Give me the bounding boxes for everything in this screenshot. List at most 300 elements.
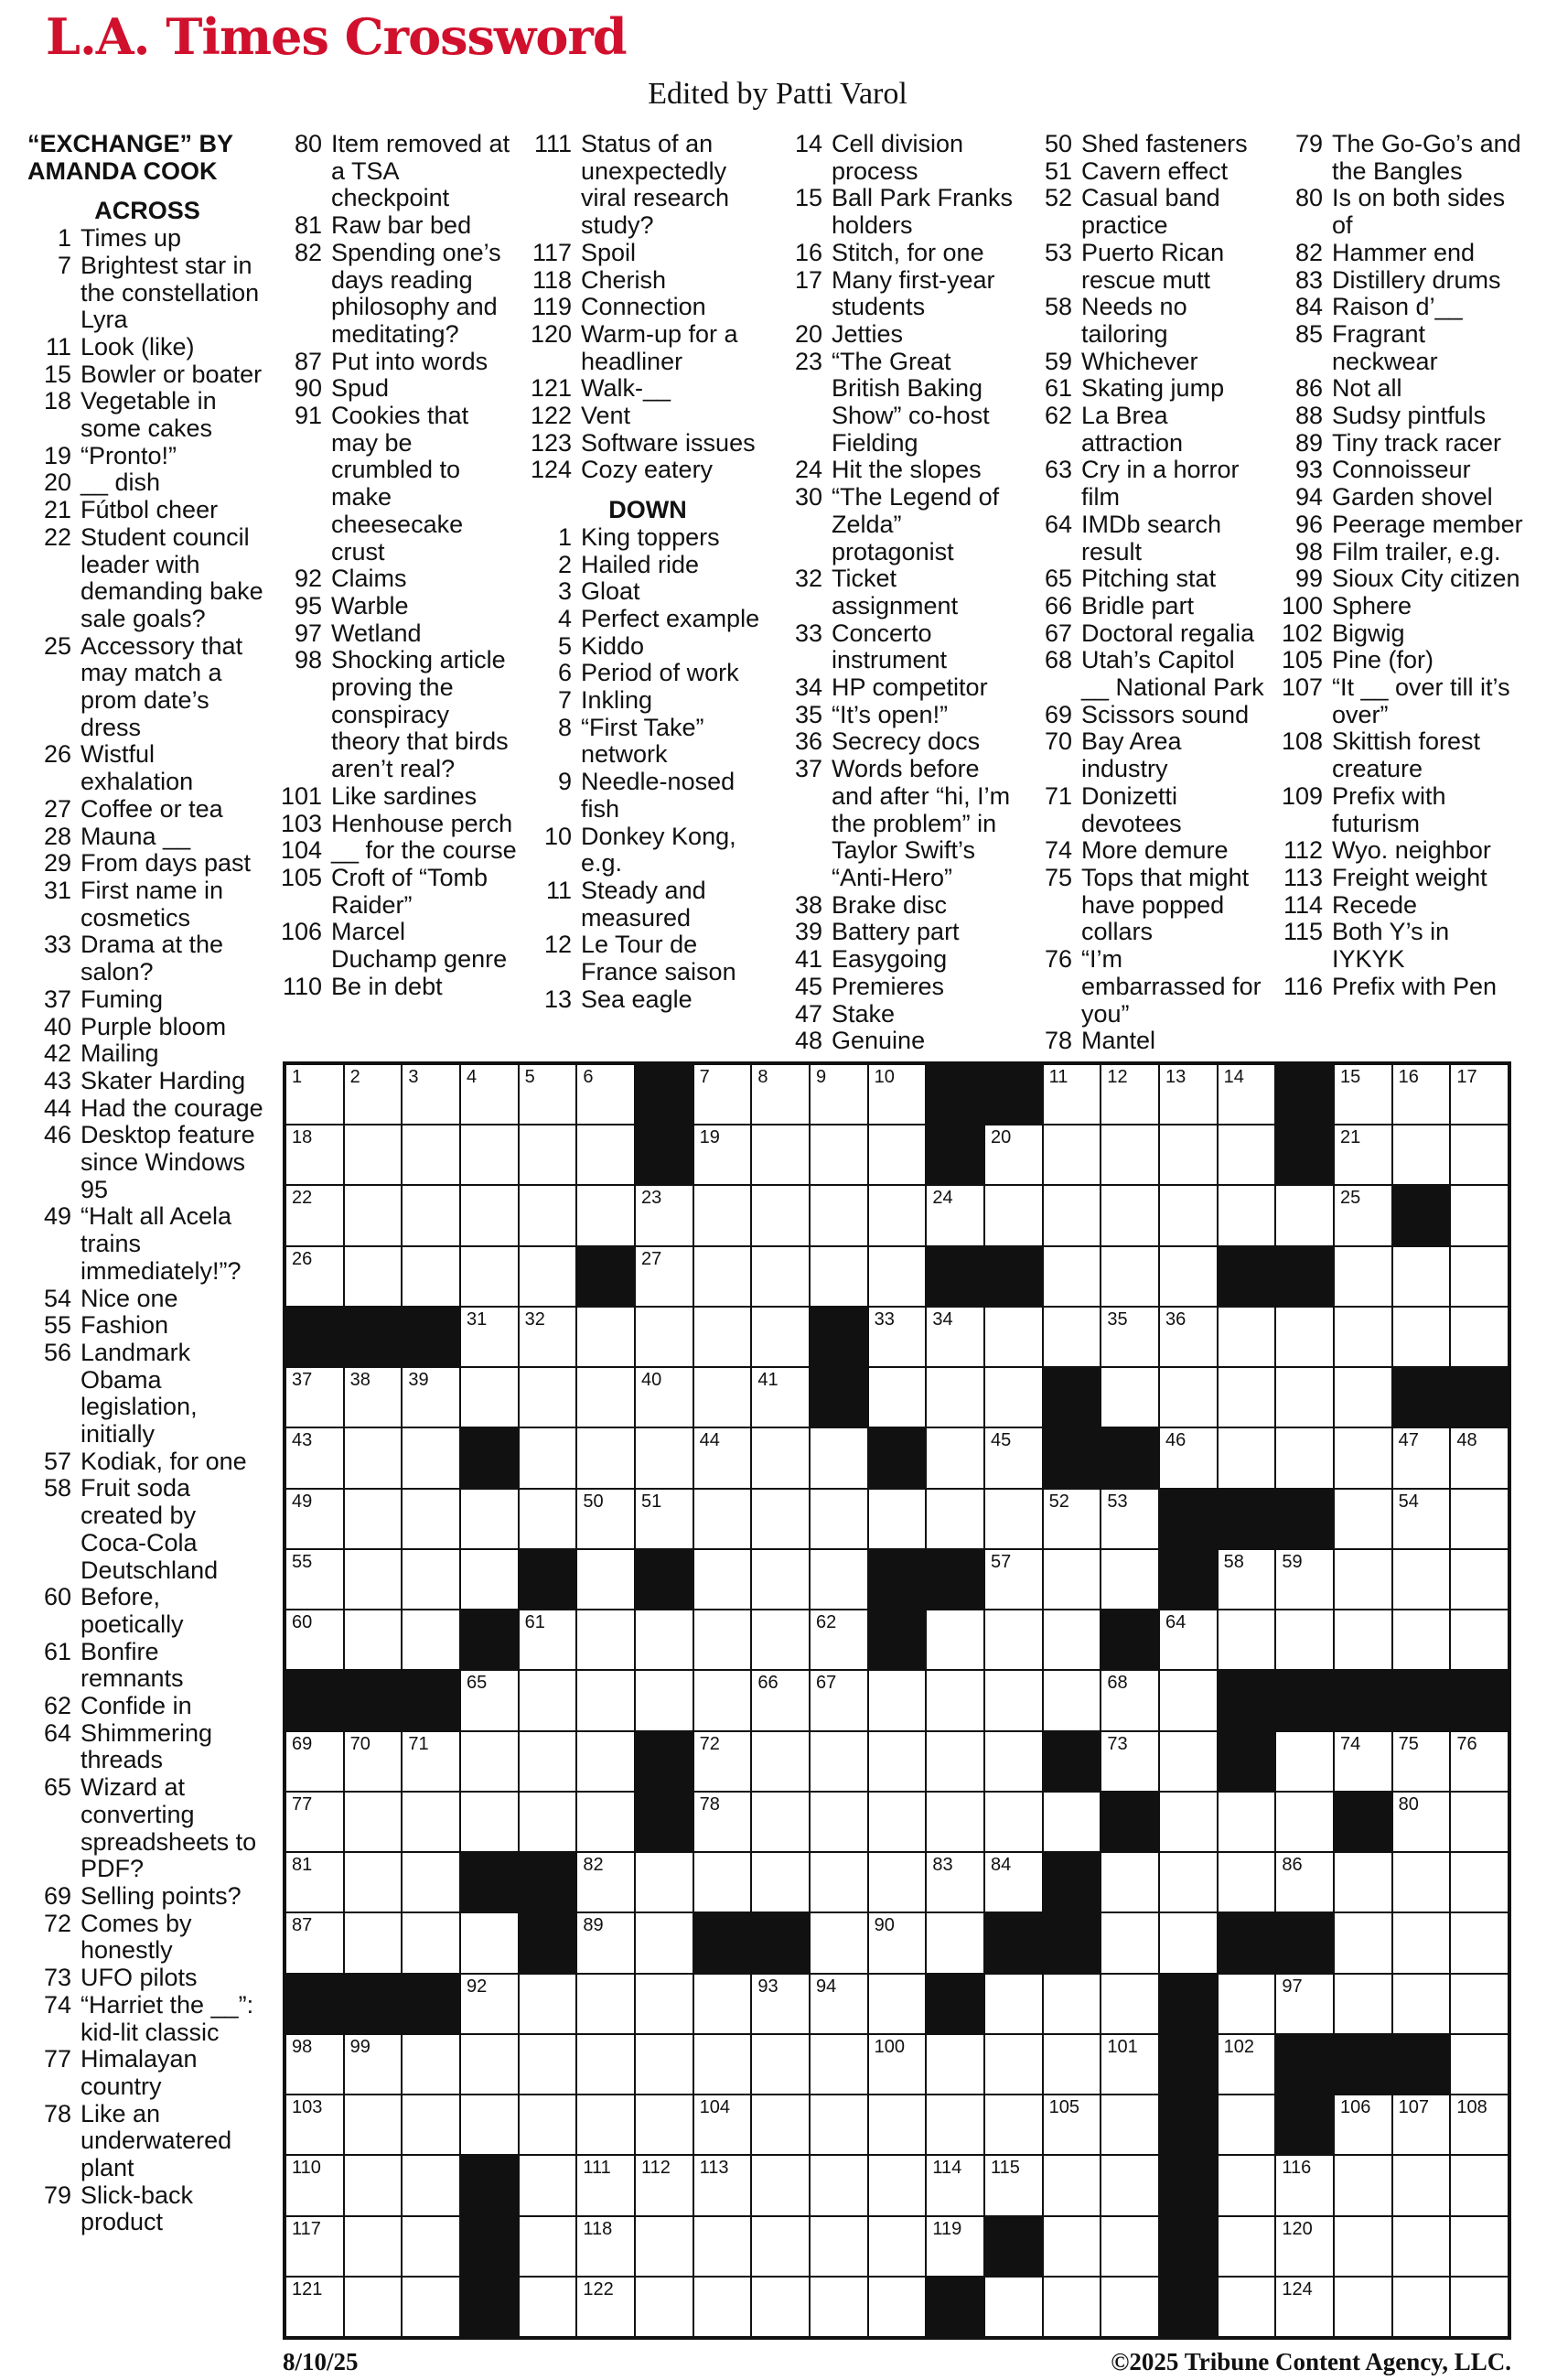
grid-cell[interactable]: [577, 2035, 634, 2094]
grid-cell[interactable]: [985, 1610, 1042, 1669]
grid-cell[interactable]: [1335, 1065, 1391, 1124]
grid-cell[interactable]: [520, 1247, 576, 1306]
grid-cell[interactable]: [1451, 2035, 1508, 2094]
grid-cell[interactable]: [985, 1308, 1042, 1366]
grid-cell[interactable]: [694, 1308, 751, 1366]
grid-cell[interactable]: [927, 1490, 983, 1548]
grid-cell[interactable]: [927, 1913, 983, 1972]
grid-cell[interactable]: [520, 1125, 576, 1184]
grid-cell[interactable]: [1160, 1913, 1217, 1972]
grid-cell[interactable]: [1393, 1853, 1450, 1912]
grid-cell[interactable]: [927, 2095, 983, 2154]
grid-cell[interactable]: [1160, 1793, 1217, 1851]
grid-cell[interactable]: [1451, 1975, 1508, 2033]
grid-cell[interactable]: [869, 1368, 926, 1427]
grid-cell[interactable]: [403, 1125, 459, 1184]
grid-cell[interactable]: [636, 1186, 693, 1244]
grid-cell[interactable]: [1101, 1913, 1158, 1972]
grid-cell[interactable]: [1219, 1065, 1275, 1124]
grid-cell[interactable]: [461, 1913, 518, 1972]
grid-cell[interactable]: [752, 1671, 809, 1729]
grid-cell[interactable]: [869, 2217, 926, 2276]
grid-cell[interactable]: [577, 1368, 634, 1427]
grid-cell[interactable]: [811, 1793, 867, 1851]
grid-cell[interactable]: [461, 1793, 518, 1851]
grid-cell[interactable]: [1101, 1853, 1158, 1912]
grid-cell[interactable]: [1101, 2156, 1158, 2214]
grid-cell[interactable]: [1219, 1610, 1275, 1669]
grid-cell[interactable]: [1335, 1490, 1391, 1548]
grid-cell[interactable]: [1219, 1853, 1275, 1912]
grid-cell[interactable]: [345, 1490, 402, 1548]
grid-cell[interactable]: [403, 2278, 459, 2336]
grid-cell[interactable]: [811, 2156, 867, 2214]
grid-cell[interactable]: [1335, 1428, 1391, 1487]
grid-cell[interactable]: [1335, 1247, 1391, 1306]
grid-cell[interactable]: [694, 1065, 751, 1124]
grid-cell[interactable]: [1101, 1247, 1158, 1306]
grid-cell[interactable]: [1393, 2156, 1450, 2214]
grid-cell[interactable]: [752, 1186, 809, 1244]
grid-cell[interactable]: [752, 2156, 809, 2214]
grid-cell[interactable]: [1219, 2278, 1275, 2336]
grid-cell[interactable]: [577, 2217, 634, 2276]
grid-cell[interactable]: [752, 2217, 809, 2276]
grid-cell[interactable]: [1335, 1308, 1391, 1366]
grid-cell[interactable]: [1044, 1065, 1101, 1124]
grid-cell[interactable]: [869, 1793, 926, 1851]
grid-cell[interactable]: [286, 1490, 343, 1548]
grid-cell[interactable]: [1101, 1732, 1158, 1791]
grid-cell[interactable]: [1393, 1550, 1450, 1609]
grid-cell[interactable]: [1393, 2095, 1450, 2154]
grid-cell[interactable]: [811, 2217, 867, 2276]
grid-cell[interactable]: [1393, 2278, 1450, 2336]
grid-cell[interactable]: [1451, 2156, 1508, 2214]
grid-cell[interactable]: [1276, 1308, 1333, 1366]
grid-cell[interactable]: [1335, 1125, 1391, 1184]
grid-cell[interactable]: [577, 1732, 634, 1791]
grid-cell[interactable]: [1044, 2156, 1101, 2214]
grid-cell[interactable]: [345, 1368, 402, 1427]
grid-cell[interactable]: [1160, 1732, 1217, 1791]
grid-cell[interactable]: [1335, 1975, 1391, 2033]
grid-cell[interactable]: [345, 1853, 402, 1912]
grid-cell[interactable]: [520, 1732, 576, 1791]
grid-cell[interactable]: [1101, 1671, 1158, 1729]
grid-cell[interactable]: [461, 2095, 518, 2154]
grid-cell[interactable]: [286, 1065, 343, 1124]
grid-cell[interactable]: [577, 1428, 634, 1487]
grid-cell[interactable]: [403, 1368, 459, 1427]
grid-cell[interactable]: [869, 2095, 926, 2154]
grid-cell[interactable]: [577, 1913, 634, 1972]
grid-cell[interactable]: [286, 2278, 343, 2336]
grid-cell[interactable]: [694, 1975, 751, 2033]
grid-cell[interactable]: [1101, 1550, 1158, 1609]
grid-cell[interactable]: [869, 2278, 926, 2336]
grid-cell[interactable]: [1335, 1610, 1391, 1669]
grid-cell[interactable]: [403, 1853, 459, 1912]
grid-cell[interactable]: [869, 1186, 926, 1244]
grid-cell[interactable]: [811, 1671, 867, 1729]
grid-cell[interactable]: [577, 1065, 634, 1124]
grid-cell[interactable]: [345, 1428, 402, 1487]
grid-cell[interactable]: [1276, 1610, 1333, 1669]
grid-cell[interactable]: [636, 1671, 693, 1729]
grid-cell[interactable]: [1276, 1368, 1333, 1427]
grid-cell[interactable]: [1335, 1186, 1391, 1244]
grid-cell[interactable]: [403, 1550, 459, 1609]
grid-cell[interactable]: [1451, 1732, 1508, 1791]
grid-cell[interactable]: [811, 2035, 867, 2094]
grid-cell[interactable]: [1393, 1975, 1450, 2033]
grid-cell[interactable]: [403, 2217, 459, 2276]
grid-cell[interactable]: [869, 1853, 926, 1912]
grid-cell[interactable]: [1451, 1913, 1508, 1972]
grid-cell[interactable]: [1219, 1186, 1275, 1244]
grid-cell[interactable]: [345, 1186, 402, 1244]
grid-cell[interactable]: [1101, 1490, 1158, 1548]
grid-cell[interactable]: [1219, 1793, 1275, 1851]
grid-cell[interactable]: [636, 1247, 693, 1306]
grid-cell[interactable]: [286, 1853, 343, 1912]
grid-cell[interactable]: [520, 1793, 576, 1851]
grid-cell[interactable]: [1451, 1793, 1508, 1851]
grid-cell[interactable]: [1101, 2217, 1158, 2276]
grid-cell[interactable]: [1451, 1610, 1508, 1669]
grid-cell[interactable]: [869, 2156, 926, 2214]
grid-cell[interactable]: [345, 1913, 402, 1972]
grid-cell[interactable]: [461, 1732, 518, 1791]
grid-cell[interactable]: [1335, 2095, 1391, 2154]
grid-cell[interactable]: [869, 2035, 926, 2094]
grid-cell[interactable]: [927, 1610, 983, 1669]
grid-cell[interactable]: [403, 1913, 459, 1972]
grid-cell[interactable]: [1101, 1186, 1158, 1244]
grid-cell[interactable]: [1101, 2035, 1158, 2094]
grid-cell[interactable]: [403, 1793, 459, 1851]
grid-cell[interactable]: [927, 2035, 983, 2094]
grid-cell[interactable]: [811, 1125, 867, 1184]
grid-cell[interactable]: [694, 1428, 751, 1487]
grid-cell[interactable]: [869, 1975, 926, 2033]
grid-cell[interactable]: [1044, 1671, 1101, 1729]
grid-cell[interactable]: [1044, 1550, 1101, 1609]
grid-cell[interactable]: [694, 2217, 751, 2276]
grid-cell[interactable]: [577, 1550, 634, 1609]
grid-cell[interactable]: [1044, 1610, 1101, 1669]
grid-cell[interactable]: [1160, 1428, 1217, 1487]
grid-cell[interactable]: [1219, 1368, 1275, 1427]
grid-cell[interactable]: [1393, 1428, 1450, 1487]
grid-cell[interactable]: [1219, 1428, 1275, 1487]
grid-cell[interactable]: [520, 1975, 576, 2033]
grid-cell[interactable]: [636, 1490, 693, 1548]
grid-cell[interactable]: [1219, 2217, 1275, 2276]
grid-cell[interactable]: [1451, 1186, 1508, 1244]
grid-cell[interactable]: [1276, 1793, 1333, 1851]
grid-cell[interactable]: [286, 2095, 343, 2154]
grid-cell[interactable]: [752, 1550, 809, 1609]
grid-cell[interactable]: [1160, 1065, 1217, 1124]
grid-cell[interactable]: [461, 1550, 518, 1609]
grid-cell[interactable]: [1160, 1610, 1217, 1669]
grid-cell[interactable]: [1219, 1308, 1275, 1366]
grid-cell[interactable]: [577, 2095, 634, 2154]
grid-cell[interactable]: [811, 1186, 867, 1244]
grid-cell[interactable]: [869, 1671, 926, 1729]
grid-cell[interactable]: [1276, 2217, 1333, 2276]
grid-cell[interactable]: [403, 1428, 459, 1487]
grid-cell[interactable]: [869, 1247, 926, 1306]
grid-cell[interactable]: [345, 2035, 402, 2094]
grid-cell[interactable]: [1044, 1975, 1101, 2033]
grid-cell[interactable]: [1276, 2278, 1333, 2336]
grid-cell[interactable]: [1276, 1186, 1333, 1244]
grid-cell[interactable]: [1393, 1308, 1450, 1366]
grid-cell[interactable]: [577, 1186, 634, 1244]
grid-cell[interactable]: [1044, 1186, 1101, 1244]
grid-cell[interactable]: [403, 2095, 459, 2154]
grid-cell[interactable]: [1451, 2217, 1508, 2276]
grid-cell[interactable]: [1160, 1368, 1217, 1427]
grid-cell[interactable]: [461, 1125, 518, 1184]
grid-cell[interactable]: [577, 1308, 634, 1366]
grid-cell[interactable]: [520, 2095, 576, 2154]
grid-cell[interactable]: [1219, 1550, 1275, 1609]
grid-cell[interactable]: [577, 1793, 634, 1851]
grid-cell[interactable]: [985, 1368, 1042, 1427]
grid-cell[interactable]: [1101, 1308, 1158, 1366]
grid-cell[interactable]: [636, 2217, 693, 2276]
grid-cell[interactable]: [1335, 2156, 1391, 2214]
grid-cell[interactable]: [869, 1732, 926, 1791]
grid-cell[interactable]: [520, 2035, 576, 2094]
grid-cell[interactable]: [752, 1125, 809, 1184]
grid-cell[interactable]: [752, 1975, 809, 2033]
grid-cell[interactable]: [927, 2156, 983, 2214]
grid-cell[interactable]: [985, 1975, 1042, 2033]
grid-cell[interactable]: [811, 1975, 867, 2033]
grid-cell[interactable]: [811, 1550, 867, 1609]
grid-cell[interactable]: [752, 1065, 809, 1124]
grid-cell[interactable]: [985, 1550, 1042, 1609]
grid-cell[interactable]: [286, 2217, 343, 2276]
grid-cell[interactable]: [1219, 2156, 1275, 2214]
grid-cell[interactable]: [345, 1125, 402, 1184]
grid-cell[interactable]: [694, 1732, 751, 1791]
grid-cell[interactable]: [345, 2278, 402, 2336]
grid-cell[interactable]: [636, 1610, 693, 1669]
grid-cell[interactable]: [1451, 1428, 1508, 1487]
grid-cell[interactable]: [636, 1975, 693, 2033]
grid-cell[interactable]: [927, 1186, 983, 1244]
grid-cell[interactable]: [694, 1368, 751, 1427]
grid-cell[interactable]: [811, 1247, 867, 1306]
grid-cell[interactable]: [985, 1186, 1042, 1244]
grid-cell[interactable]: [694, 2095, 751, 2154]
grid-cell[interactable]: [694, 1550, 751, 1609]
grid-cell[interactable]: [752, 1428, 809, 1487]
grid-cell[interactable]: [636, 1853, 693, 1912]
grid-cell[interactable]: [345, 2217, 402, 2276]
grid-cell[interactable]: [811, 1065, 867, 1124]
grid-cell[interactable]: [985, 2095, 1042, 2154]
grid-cell[interactable]: [577, 2156, 634, 2214]
grid-cell[interactable]: [752, 1732, 809, 1791]
grid-cell[interactable]: [752, 1490, 809, 1548]
grid-cell[interactable]: [1044, 2095, 1101, 2154]
grid-cell[interactable]: [520, 1610, 576, 1669]
grid-cell[interactable]: [1101, 1975, 1158, 2033]
grid-cell[interactable]: [927, 1671, 983, 1729]
grid-cell[interactable]: [577, 1125, 634, 1184]
grid-cell[interactable]: [345, 2156, 402, 2214]
grid-cell[interactable]: [1101, 2095, 1158, 2154]
grid-cell[interactable]: [286, 2156, 343, 2214]
grid-cell[interactable]: [1335, 1853, 1391, 1912]
grid-cell[interactable]: [520, 1308, 576, 1366]
grid-cell[interactable]: [752, 2278, 809, 2336]
grid-cell[interactable]: [1160, 1247, 1217, 1306]
grid-cell[interactable]: [286, 1610, 343, 1669]
grid-cell[interactable]: [286, 2035, 343, 2094]
grid-cell[interactable]: [869, 1125, 926, 1184]
grid-cell[interactable]: [286, 1186, 343, 1244]
grid-cell[interactable]: [286, 1125, 343, 1184]
grid-cell[interactable]: [869, 1490, 926, 1548]
grid-cell[interactable]: [636, 1913, 693, 1972]
grid-cell[interactable]: [811, 1610, 867, 1669]
grid-cell[interactable]: [985, 1793, 1042, 1851]
grid-cell[interactable]: [752, 2095, 809, 2154]
grid-cell[interactable]: [520, 1490, 576, 1548]
grid-cell[interactable]: [461, 1065, 518, 1124]
grid-cell[interactable]: [1044, 1247, 1101, 1306]
grid-cell[interactable]: [520, 1186, 576, 1244]
grid-cell[interactable]: [461, 1671, 518, 1729]
grid-cell[interactable]: [577, 1975, 634, 2033]
grid-cell[interactable]: [1160, 1125, 1217, 1184]
grid-cell[interactable]: [286, 1368, 343, 1427]
grid-cell[interactable]: [1393, 2217, 1450, 2276]
grid-cell[interactable]: [1335, 1913, 1391, 1972]
grid-cell[interactable]: [1219, 2095, 1275, 2154]
grid-cell[interactable]: [869, 1913, 926, 1972]
grid-cell[interactable]: [403, 2035, 459, 2094]
grid-cell[interactable]: [577, 1853, 634, 1912]
grid-cell[interactable]: [927, 1428, 983, 1487]
grid-cell[interactable]: [520, 2156, 576, 2214]
grid-cell[interactable]: [577, 1610, 634, 1669]
grid-cell[interactable]: [1160, 1308, 1217, 1366]
grid-cell[interactable]: [345, 2095, 402, 2154]
grid-cell[interactable]: [927, 2217, 983, 2276]
grid-cell[interactable]: [403, 1490, 459, 1548]
grid-cell[interactable]: [811, 1732, 867, 1791]
grid-cell[interactable]: [869, 1308, 926, 1366]
grid-cell[interactable]: [1393, 1913, 1450, 1972]
grid-cell[interactable]: [286, 1732, 343, 1791]
grid-cell[interactable]: [1044, 1490, 1101, 1548]
grid-cell[interactable]: [985, 1125, 1042, 1184]
grid-cell[interactable]: [520, 2217, 576, 2276]
grid-cell[interactable]: [985, 1490, 1042, 1548]
grid-cell[interactable]: [403, 1610, 459, 1669]
grid-cell[interactable]: [636, 1428, 693, 1487]
grid-cell[interactable]: [1219, 2035, 1275, 2094]
grid-cell[interactable]: [694, 1186, 751, 1244]
grid-cell[interactable]: [811, 1428, 867, 1487]
grid-cell[interactable]: [985, 1428, 1042, 1487]
grid-cell[interactable]: [1335, 1550, 1391, 1609]
grid-cell[interactable]: [345, 1732, 402, 1791]
grid-cell[interactable]: [520, 2278, 576, 2336]
grid-cell[interactable]: [1393, 1125, 1450, 1184]
grid-cell[interactable]: [985, 1853, 1042, 1912]
grid-cell[interactable]: [1451, 1490, 1508, 1548]
grid-cell[interactable]: [694, 1853, 751, 1912]
grid-cell[interactable]: [985, 1732, 1042, 1791]
grid-cell[interactable]: [1276, 2156, 1333, 2214]
grid-cell[interactable]: [1276, 1550, 1333, 1609]
grid-cell[interactable]: [694, 1610, 751, 1669]
grid-cell[interactable]: [577, 1671, 634, 1729]
grid-cell[interactable]: [286, 1550, 343, 1609]
grid-cell[interactable]: [403, 1732, 459, 1791]
grid-cell[interactable]: [1160, 1853, 1217, 1912]
grid-cell[interactable]: [1335, 1368, 1391, 1427]
grid-cell[interactable]: [1335, 2217, 1391, 2276]
grid-cell[interactable]: [286, 1428, 343, 1487]
grid-cell[interactable]: [636, 2156, 693, 2214]
grid-cell[interactable]: [403, 1247, 459, 1306]
grid-cell[interactable]: [1335, 1732, 1391, 1791]
grid-cell[interactable]: [1160, 1671, 1217, 1729]
grid-cell[interactable]: [1101, 1125, 1158, 1184]
grid-cell[interactable]: [1219, 1975, 1275, 2033]
grid-cell[interactable]: [1044, 1793, 1101, 1851]
grid-cell[interactable]: [1393, 1732, 1450, 1791]
grid-cell[interactable]: [636, 2035, 693, 2094]
grid-cell[interactable]: [403, 1065, 459, 1124]
grid-cell[interactable]: [461, 2035, 518, 2094]
grid-cell[interactable]: [1393, 1065, 1450, 1124]
grid-cell[interactable]: [1044, 2217, 1101, 2276]
grid-cell[interactable]: [927, 1308, 983, 1366]
grid-cell[interactable]: [752, 1610, 809, 1669]
grid-cell[interactable]: [694, 2278, 751, 2336]
grid-cell[interactable]: [1335, 2278, 1391, 2336]
grid-cell[interactable]: [752, 1793, 809, 1851]
grid-cell[interactable]: [461, 1247, 518, 1306]
grid-cell[interactable]: [985, 2278, 1042, 2336]
grid-cell[interactable]: [520, 1428, 576, 1487]
grid-cell[interactable]: [985, 2156, 1042, 2214]
grid-cell[interactable]: [1044, 2035, 1101, 2094]
grid-cell[interactable]: [1044, 1125, 1101, 1184]
grid-cell[interactable]: [345, 1550, 402, 1609]
grid-cell[interactable]: [577, 2278, 634, 2336]
grid-cell[interactable]: [811, 1490, 867, 1548]
grid-cell[interactable]: [1451, 1550, 1508, 1609]
grid-cell[interactable]: [985, 2035, 1042, 2094]
grid-cell[interactable]: [520, 1368, 576, 1427]
grid-cell[interactable]: [927, 1853, 983, 1912]
grid-cell[interactable]: [1276, 1975, 1333, 2033]
grid-cell[interactable]: [1276, 1428, 1333, 1487]
